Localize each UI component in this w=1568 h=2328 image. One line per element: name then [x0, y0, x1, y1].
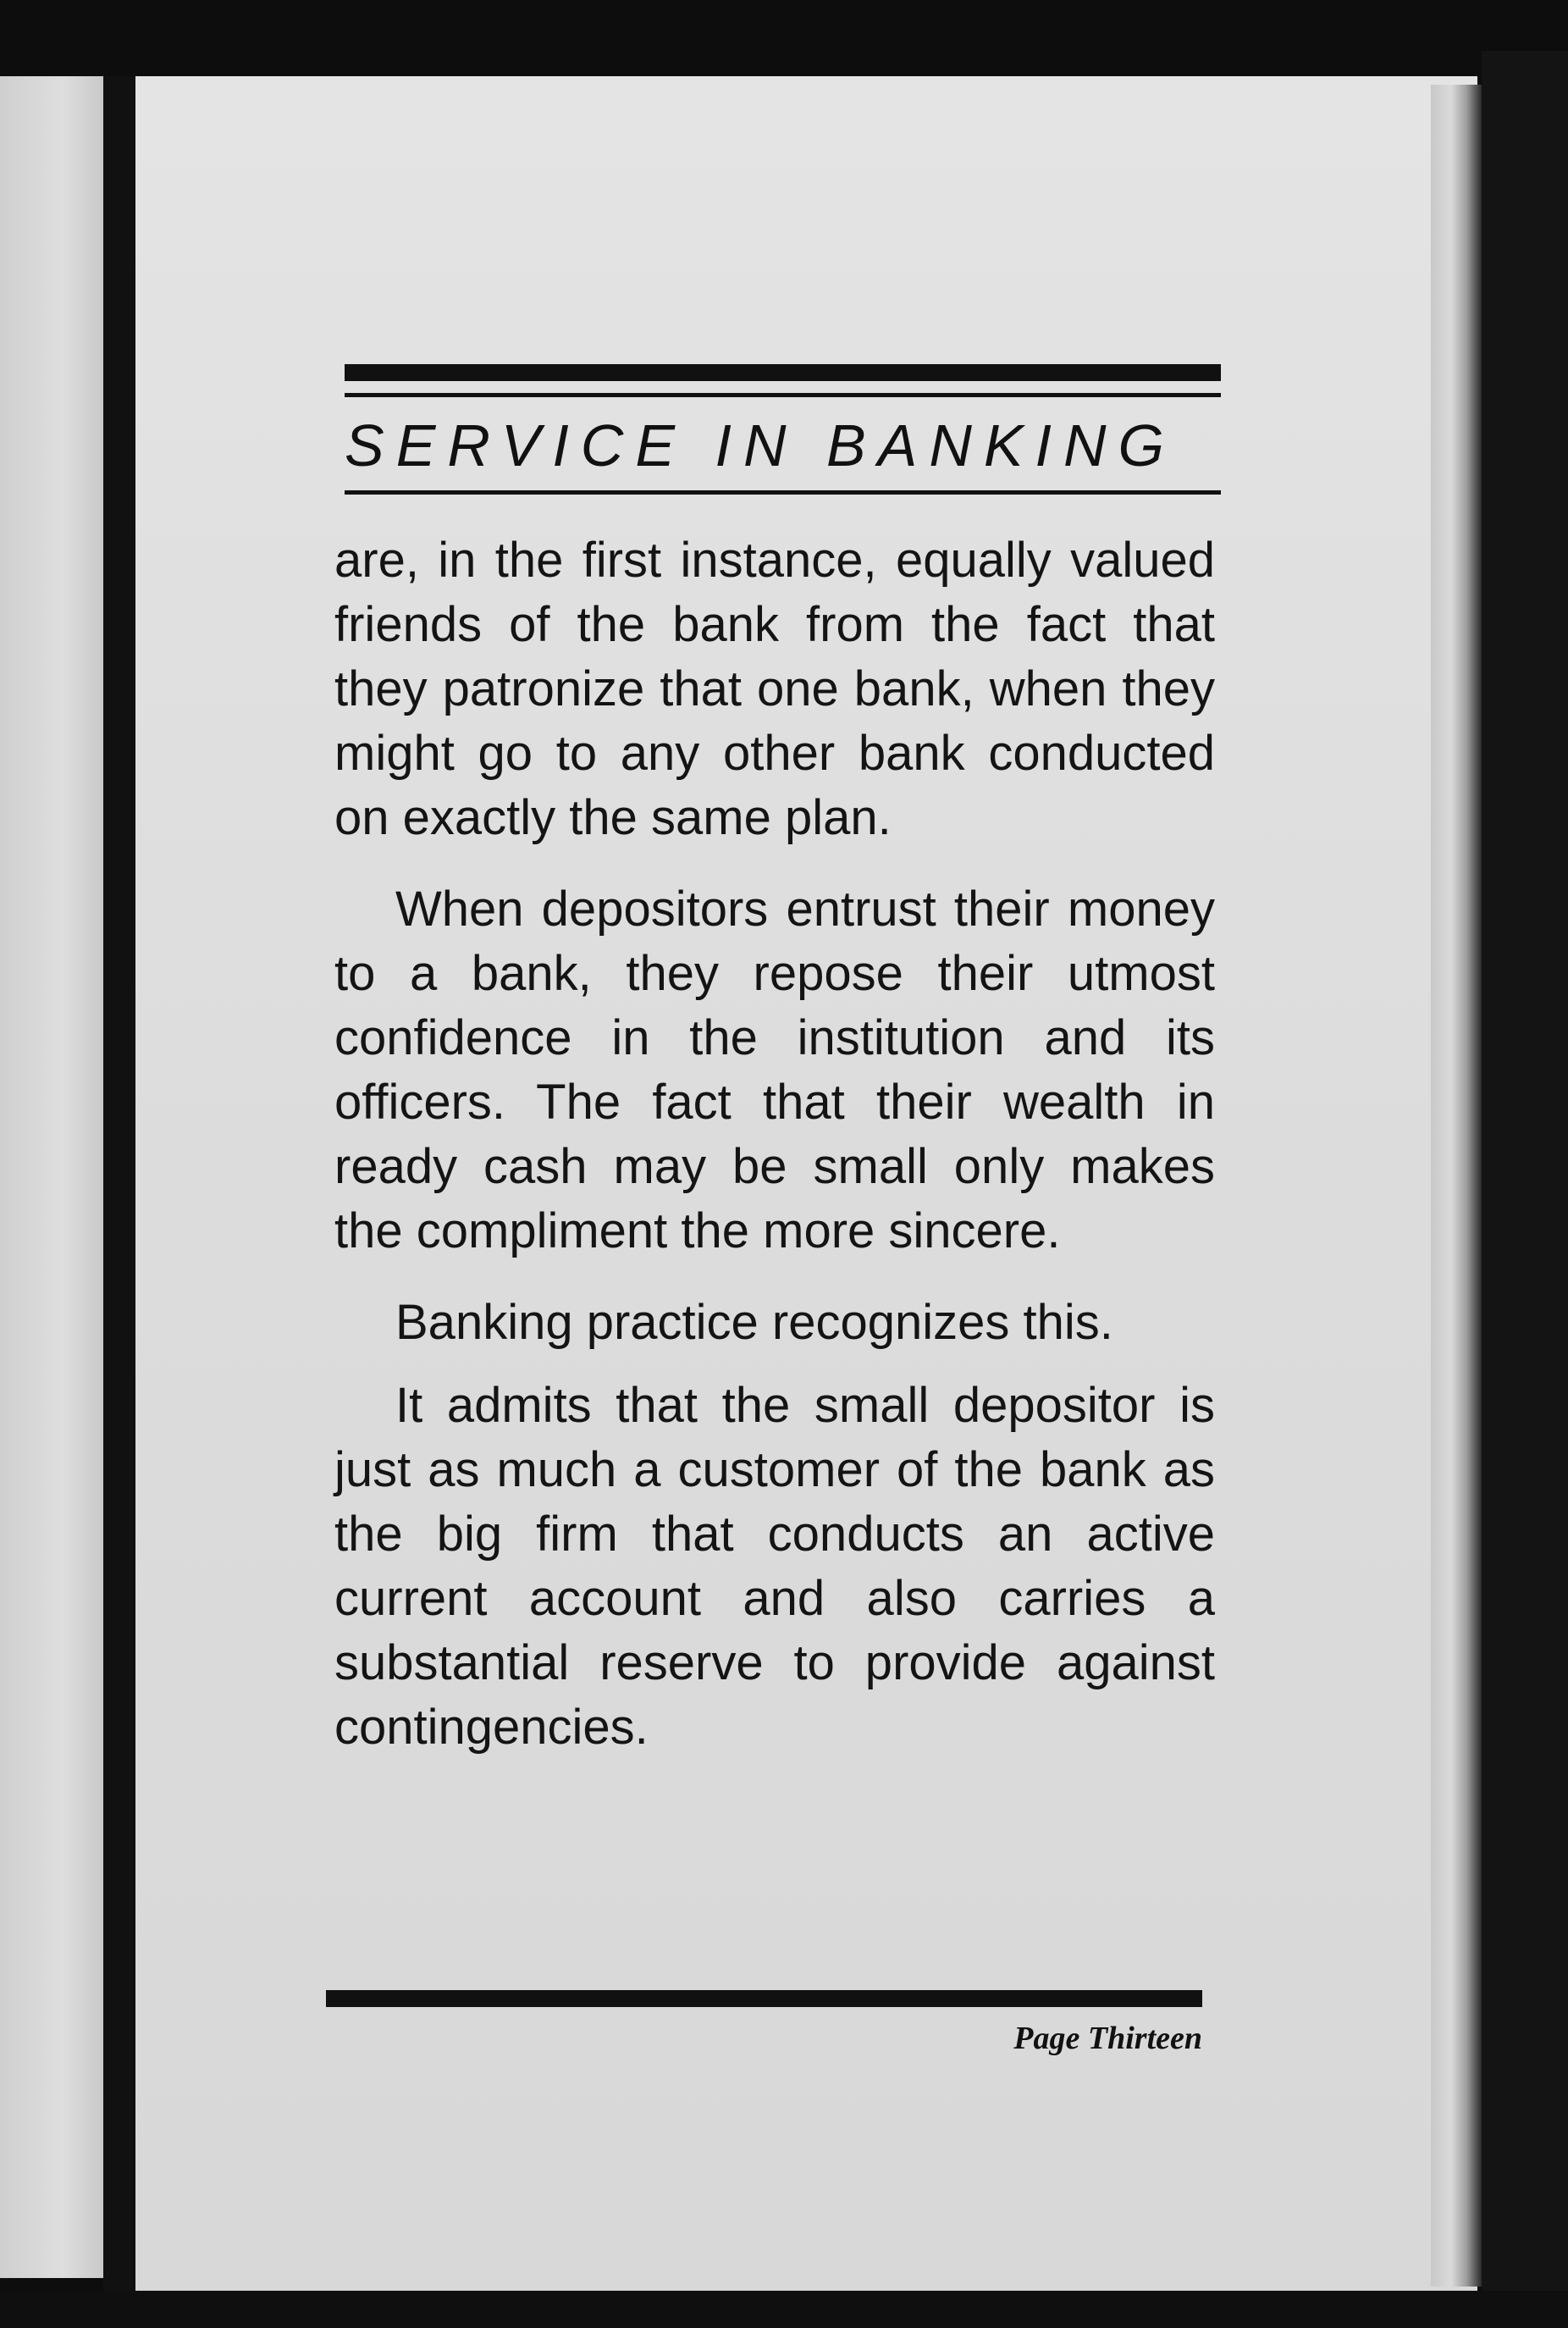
running-head: SERVICE IN BANKING [345, 412, 1177, 478]
page-number: Page Thirteen [1013, 2021, 1202, 2056]
page-edge-shadow [1431, 85, 1482, 2287]
footer-rule [326, 1990, 1202, 2007]
scan-background-right [1482, 51, 1568, 2328]
paragraph-2: When depositors entrust their money to a bank, they repose their utmost confidence in the institution and its officers. The fact that their wealth in ready cash may be small only makes the compliment the more sincere. [334, 882, 1215, 1258]
header-rule-thick [345, 364, 1221, 381]
paragraph-3: Banking practice recognizes this. [395, 1295, 1113, 1350]
adjacent-page-edge [0, 76, 103, 2278]
header-rule-thin [345, 393, 1221, 397]
body-text [334, 528, 1215, 1760]
header-rule-under [345, 490, 1221, 495]
binding-gutter [103, 76, 137, 2295]
paragraph-1: are, in the first instance, equally valued friends of the bank from the fact that they patronize that one bank, when they might go to any other bank conducted on exactly the same plan. [334, 533, 1215, 845]
scan-background-bottom [0, 2291, 1568, 2328]
paragraph-4: It admits that the small depositor is just as much a customer of the bank as the big firm that conducts an active current account and also carries a substantial reserve to provide against contingencies. [334, 1378, 1215, 1755]
page-content [326, 364, 1223, 1760]
